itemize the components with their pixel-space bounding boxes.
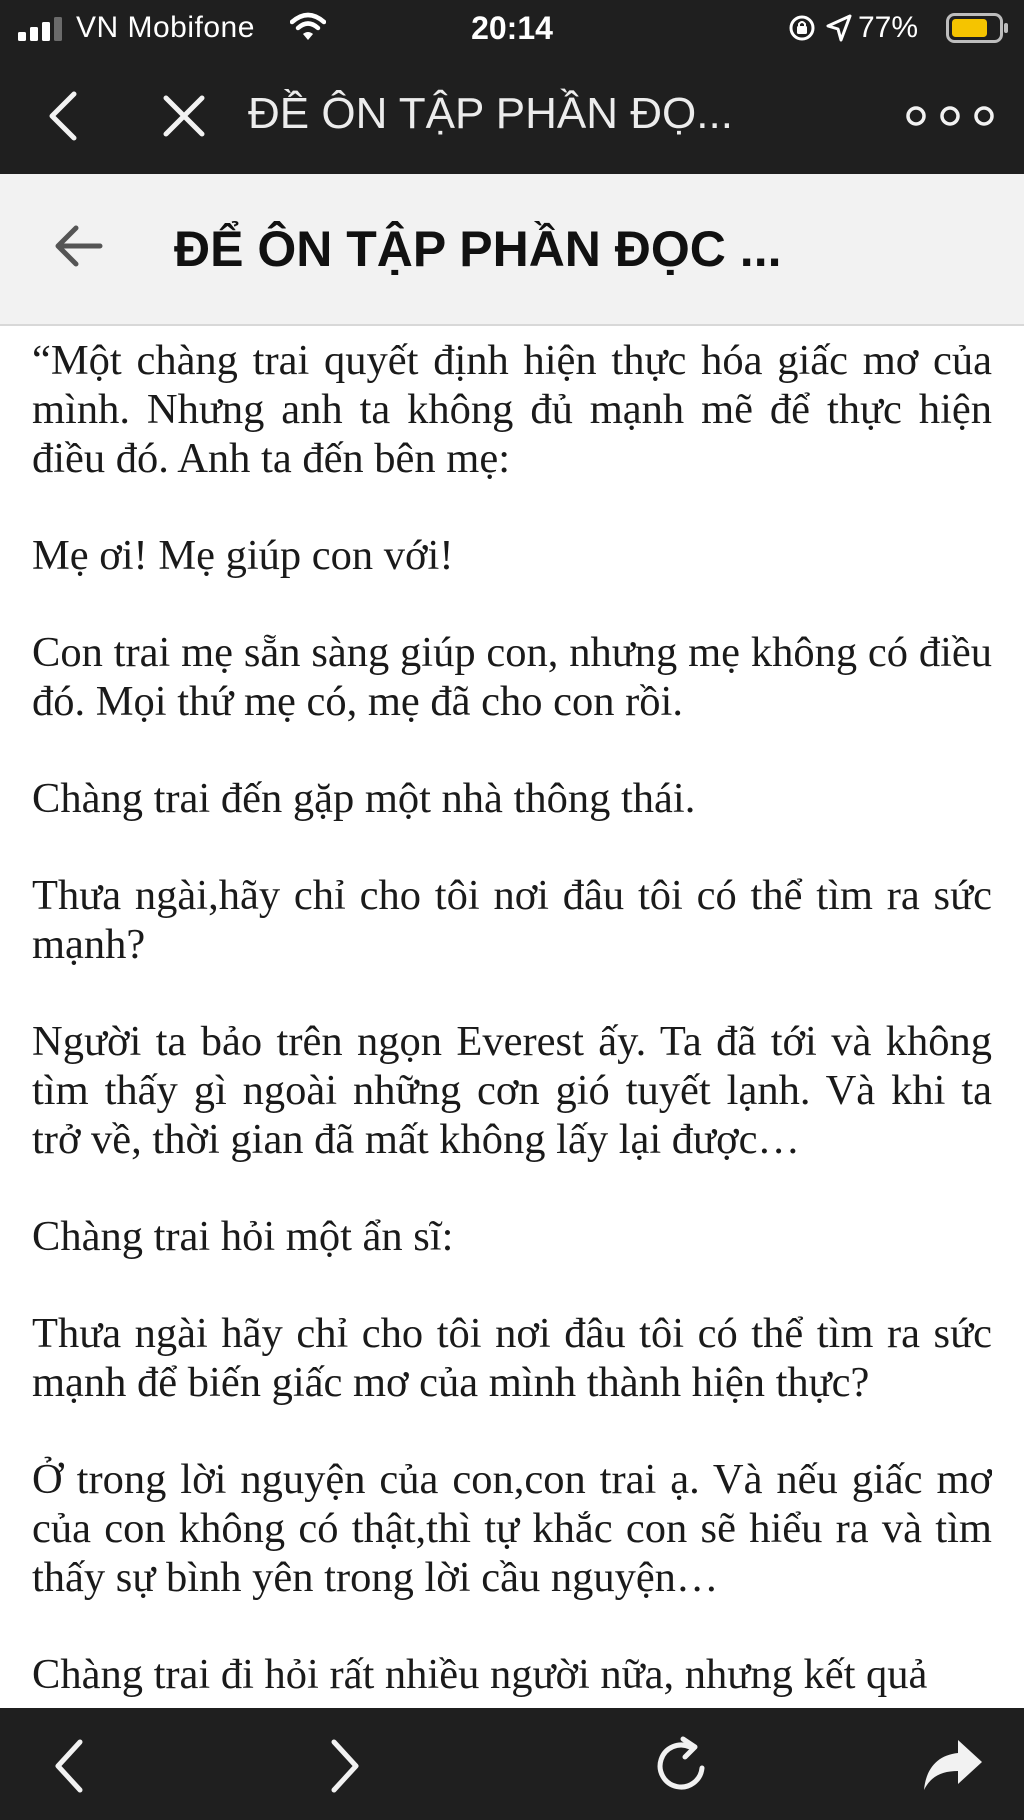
chevron-left-icon[interactable]: [48, 1736, 92, 1796]
article-paragraph: Chàng trai đến gặp một nhà thông thái.: [32, 775, 696, 822]
share-icon[interactable]: [922, 1738, 984, 1792]
article-paragraph: Chàng trai hỏi một ẩn sĩ:: [32, 1213, 454, 1260]
more-icon[interactable]: [900, 96, 1000, 136]
article-paragraph: “Một chàng trai quyết định hiện thực hóa giấc mơ của mình. Nhưng anh ta không đủ mạnh mẽ để thực hiện điều đó. Anh ta đến bên mẹ:: [32, 337, 992, 482]
article-paragraph: Mẹ ơi! Mẹ giúp con với!: [32, 532, 454, 579]
location-icon: [826, 14, 852, 42]
article-paragraph: Thưa ngài hãy chỉ cho tôi nơi đâu tôi có thể tìm ra sức mạnh để biến giấc mơ của mình thành hiện thực?: [32, 1310, 992, 1406]
article-paragraph: Con trai mẹ sẵn sàng giúp con, nhưng mẹ không có điều đó. Mọi thứ mẹ có, mẹ đã cho con rồi.: [32, 629, 992, 725]
chevron-left-icon[interactable]: [40, 88, 88, 144]
battery-icon: [946, 13, 1010, 43]
article-paragraph: Thưa ngài,hãy chỉ cho tôi nơi đâu tôi có thể tìm ra sức mạnh?: [32, 872, 992, 968]
reload-icon[interactable]: [650, 1734, 714, 1798]
carrier-name: VN Mobifone: [76, 11, 255, 44]
battery-percent: 77%: [858, 11, 919, 44]
page-title: ĐỂ ÔN TẬP PHẦN ĐỌC ...: [174, 221, 782, 277]
close-icon[interactable]: [158, 90, 210, 142]
status-bar: [0, 0, 1024, 56]
arrow-left-icon[interactable]: [50, 218, 106, 274]
article-paragraph: Ở trong lời nguyện của con,con trai ạ. Và nếu giấc mơ của con không có thật,thì tự khắc con sẽ hiểu ra và tìm thấy sự bình yên trong lời cầu nguyện…: [32, 1456, 992, 1601]
status-time: 20:14: [471, 10, 553, 46]
bottom-toolbar: [0, 1708, 1024, 1820]
browser-toolbar: [0, 56, 1024, 174]
browser-page-title: ĐỀ ÔN TẬP PHẦN ĐỌ...: [248, 89, 733, 138]
page-header: [0, 174, 1024, 326]
article-paragraph: Chàng trai đi hỏi rất nhiều người nữa, nhưng kết quả: [32, 1651, 928, 1698]
rotation-lock-icon: [788, 14, 816, 42]
chevron-right-icon[interactable]: [322, 1736, 366, 1796]
article-content: [32, 336, 992, 1708]
article-paragraph: Người ta bảo trên ngọn Everest ấy. Ta đã tới và không tìm thấy gì ngoài những cơn gió tuyết lạnh. Và khi ta trở về, thời gian đã mất không lấy lại được…: [32, 1018, 992, 1163]
